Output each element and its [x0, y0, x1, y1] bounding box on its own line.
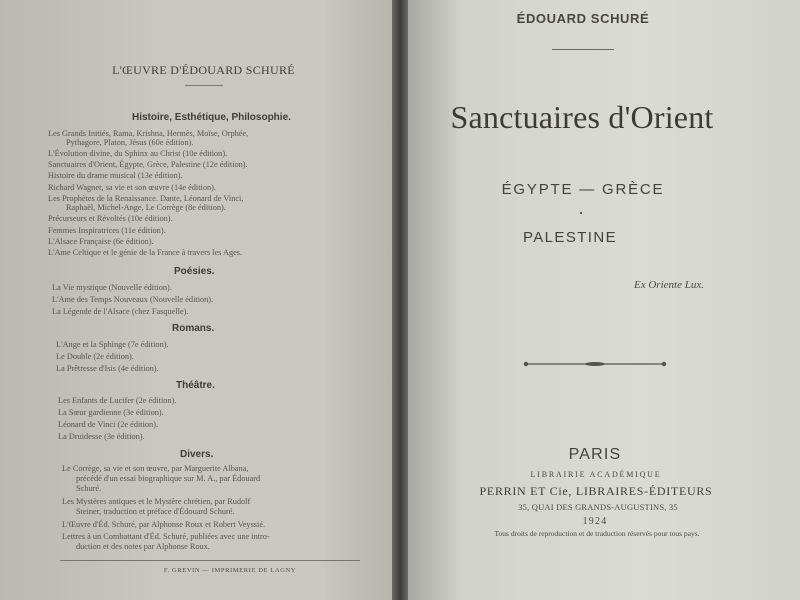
section-heading-poetry: Poésies.	[174, 266, 215, 277]
author-name: ÉDOUARD SCHURÉ	[516, 11, 650, 26]
publication-place: PARIS	[568, 446, 622, 463]
section-heading-novels: Romans.	[172, 323, 215, 334]
publisher-name: PERRIN ET Cie, LIBRAIRES-ÉDITEURS	[479, 484, 713, 498]
section-heading-history: Histoire, Esthétique, Philosophie.	[132, 112, 291, 123]
entry: Le Double (2e édition).	[56, 352, 134, 361]
entry: L'Ange et la Sphinge (7e édition).	[56, 340, 169, 349]
left-page	[0, 0, 398, 600]
entry: Schuré.	[76, 484, 102, 493]
book-title: Sanctuaires d'Orient	[450, 99, 714, 135]
publication-year: 1924	[582, 516, 608, 527]
footer-rule	[60, 560, 360, 561]
entry: La Sœur gardienne (3e édition).	[58, 408, 164, 417]
entry: La Prêtresse d'Isis (4e édition).	[56, 364, 159, 373]
entry: Les Enfants de Lucifer (2e édition).	[58, 396, 177, 405]
entry: Femmes Inspiratrices (11e édition).	[48, 226, 166, 235]
entry: duction et des notes par Alphonse Roux.	[76, 542, 210, 551]
entry: L'Alsace Française (6e édition).	[48, 237, 154, 246]
entry: Léonard de Vinci (2e édition).	[58, 420, 159, 429]
section-heading-misc: Divers.	[180, 449, 214, 460]
entry: Steiner, traduction et préface d'Édouard Schuré.	[76, 507, 235, 516]
works-list-heading: L'ŒUVRE D'ÉDOUARD SCHURÉ	[112, 63, 295, 77]
rights-notice: Tous droits de reproduction et de traduction réservés pour tous pays.	[494, 529, 700, 538]
entry: La Druidesse (3e édition).	[58, 432, 145, 441]
entry: L'Évolution divine, du Sphinx au Christ (10e édition).	[48, 149, 228, 158]
entry: Précurseurs et Révoltés (10e édition).	[48, 214, 173, 223]
entry: Sanctuaires d'Orient, Égypte, Grèce, Palestine (12e édition).	[48, 160, 248, 169]
ornamental-rule	[520, 358, 670, 370]
publisher-imprint: LIBRAIRIE ACADÉMIQUE	[530, 470, 662, 479]
entry: précédé d'un essai biographique sur M. A., par Édouard	[76, 474, 261, 483]
entry: La Vie mystique (Nouvelle édition).	[52, 283, 172, 292]
section-heading-theatre: Théâtre.	[176, 380, 215, 391]
ornament-dot	[580, 212, 582, 214]
entry: Les Mystères antiques et le Mystère chrétien, par Rudolf	[62, 497, 251, 506]
author-rule	[552, 49, 614, 50]
entry: Pythagore, Platon, Jésus (60e édition).	[66, 138, 194, 147]
entry: Raphaël, Michel-Ange, Le Corrège (8e édition).	[66, 203, 226, 212]
entry: Lettres à un Combattant d'Éd. Schuré, publiées avec une intro-	[62, 532, 270, 541]
entry: L'Œuvre d'Éd. Schuré, par Alphonse Roux et Robert Veyssié.	[62, 520, 266, 529]
entry: La Légende de l'Alsace (chez Fasquelle).	[52, 307, 189, 316]
publisher-address: 35, QUAI DES GRANDS-AUGUSTINS, 35	[518, 502, 678, 512]
entry: L'Ame Celtique et le génie de la France à travers les Ages.	[48, 248, 243, 257]
printer-imprint: F. GREVIN — IMPRIMERIE DE LAGNY	[163, 567, 297, 574]
epigraph: Ex Oriente Lux.	[634, 279, 704, 291]
heading-rule	[185, 85, 223, 86]
entry: Les Prophètes de la Renaissance. Dante, Léonard de Vinci,	[48, 194, 244, 203]
subtitle-line-1: ÉGYPTE — GRÈCE	[501, 181, 665, 198]
subtitle-line-2: PALESTINE	[522, 229, 618, 246]
entry: Richard Wagner, sa vie et son œuvre (14e édition).	[48, 183, 216, 192]
entry: Le Corrège, sa vie et son œuvre, par Marguerite Albana,	[62, 464, 249, 473]
entry: L'Ame des Temps Nouveaux (Nouvelle édition).	[52, 295, 214, 304]
entry: Les Grands Initiés, Rama, Krishna, Hermès, Moïse, Orphée,	[48, 129, 249, 138]
entry: Histoire du drame musical (13e édition).	[48, 171, 183, 180]
